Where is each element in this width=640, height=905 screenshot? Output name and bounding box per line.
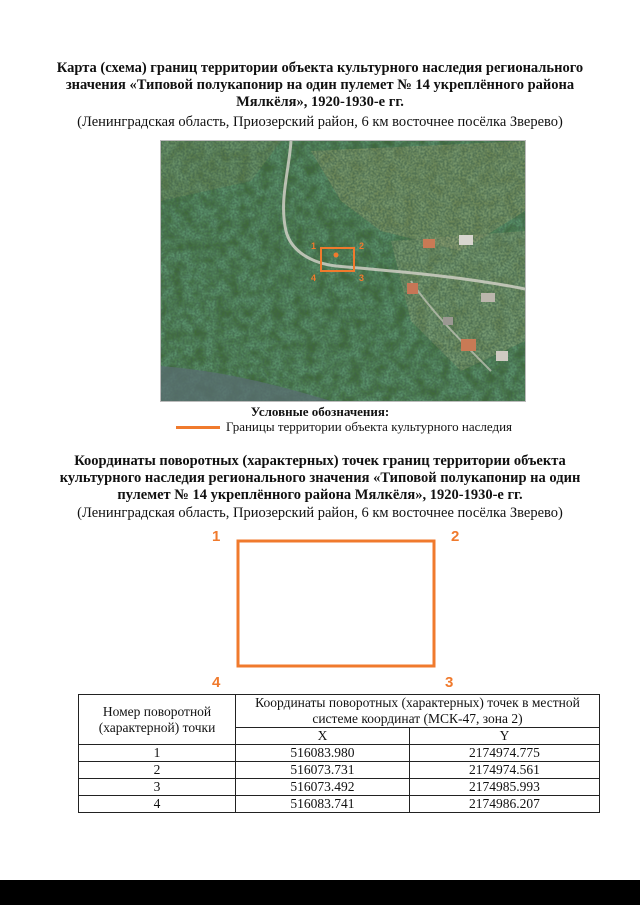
header-x: X <box>236 728 410 745</box>
header-point-number: Номер поворотной (характерной) точки <box>79 695 236 745</box>
coord-x: 516083.980 <box>236 745 410 762</box>
coordinates-location: (Ленинградская область, Приозерский район, 6 км восточнее посёлка Зверево) <box>77 505 563 521</box>
coord-y: 2174974.561 <box>409 762 599 779</box>
scan-edge <box>0 880 640 905</box>
point-number: 4 <box>79 796 236 813</box>
map-point-label-3: 3 <box>359 273 365 283</box>
scheme-point-label-2: 2 <box>451 528 460 545</box>
scheme-point-label-4: 4 <box>212 674 221 691</box>
table-row <box>79 762 600 779</box>
boundary-line-symbol <box>176 426 220 429</box>
legend-item <box>176 419 512 435</box>
satellite-map <box>160 140 526 402</box>
coord-x: 516073.731 <box>236 762 410 779</box>
point-number: 2 <box>79 762 236 779</box>
coord-x: 516073.492 <box>236 779 410 796</box>
map-point-label-1: 1 <box>311 241 317 251</box>
coord-y: 2174985.993 <box>409 779 599 796</box>
table-row <box>79 796 600 813</box>
map-location: (Ленинградская область, Приозерский район, 6 км восточнее посёлка Зверево) <box>77 114 563 130</box>
point-number: 3 <box>79 779 236 796</box>
table-row <box>79 779 600 796</box>
coord-y: 2174974.775 <box>409 745 599 762</box>
boundary-scheme <box>200 528 480 696</box>
legend-title: Условные обозначения: <box>250 404 390 419</box>
coord-y: 2174986.207 <box>409 796 599 813</box>
header-coordinates: Координаты поворотных (характерных) точек в местной системе координат (МСК-47, зона 2) <box>236 695 600 728</box>
map-title: Карта (схема) границ территории объекта культурного наследия регионального значения «Типовой полукапонир на один пулемет № 14 укреплённого района Мялкёля», 1920-1930-е гг. <box>56 60 584 110</box>
coord-x: 516083.741 <box>236 796 410 813</box>
legend-boundary-label: Границы территории объекта культурного наследия <box>226 419 513 434</box>
map-point-label-2: 2 <box>359 241 365 251</box>
point-number: 1 <box>79 745 236 762</box>
scheme-point-label-3: 3 <box>445 674 454 691</box>
header-y: Y <box>409 728 599 745</box>
map-point-label-4: 4 <box>311 273 317 283</box>
table-row <box>79 745 600 762</box>
coordinates-table <box>78 694 600 813</box>
scheme-point-label-1: 1 <box>212 528 221 545</box>
coordinates-title: Координаты поворотных (характерных) точек границ территории объекта культурного наследия регионального значения «Типовой полукапонир на один пулемет № 14 укреплённого района Мялкёля», 1920-1930-е гг. <box>59 453 581 503</box>
